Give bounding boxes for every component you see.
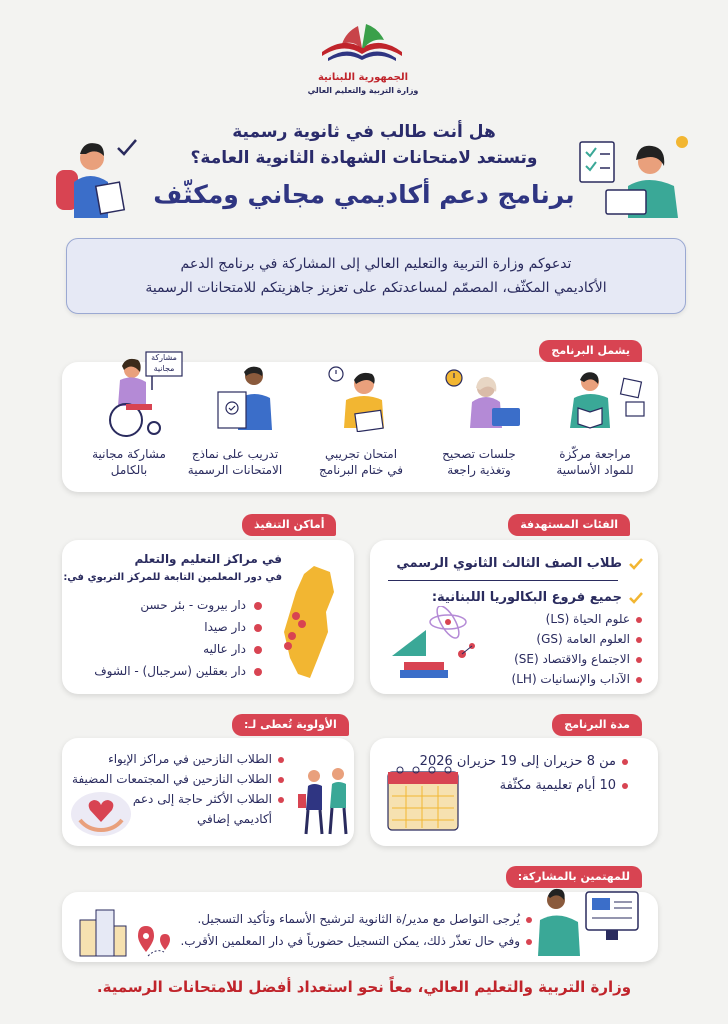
duration-dates: من 8 حزيران إلى 19 حزيران 2026 [420, 754, 628, 769]
target-item-1: طلاب الصف الثالث الثانوي الرسمي [396, 556, 644, 571]
reading-student-icon [550, 368, 650, 430]
include-item-2: جلسات تصحيح وتغذية راجعة [442, 447, 516, 477]
displaced-family-icon [296, 764, 356, 836]
participate-item-2: وفي حال تعذّر ذلك، يمكن التسجيل حضورياً في دار المعلمين الأقرب. [180, 934, 532, 948]
priority-item-3: الطلاب الأكثر حاجة إلى دعم [133, 792, 284, 806]
ministry-logo-icon [314, 18, 410, 66]
student-with-backpack-icon [50, 130, 142, 222]
intro-box [66, 238, 686, 314]
include-item-3: امتحان تجريبي في ختام البرنامج [319, 447, 403, 477]
man-computer-icon [534, 878, 646, 958]
science-tools-icon [386, 606, 476, 686]
target-tag: الفئات المستهدفة [508, 514, 630, 536]
target-divider [388, 580, 618, 581]
branch-se: الاجتماع والاقتصاد (SE) [514, 652, 642, 666]
student-with-laptop-icon [578, 130, 690, 222]
locations-title: في مراكز التعليم والتعلم [134, 552, 282, 566]
branch-gs: العلوم العامة (GS) [536, 632, 642, 646]
duration-days: 10 أيام تعليمية مكثّفة [500, 778, 628, 793]
include-item-4: تدريب على نماذج الامتحانات الرسمية [187, 447, 283, 477]
include-item-1: مراجعة مركّزة للمواد الأساسية [556, 447, 634, 477]
intro-line-2: الأكاديمي المكثّف، المصمّم لمساعدتكم على تعزيز جاهزيتكم للامتحانات الرسمية [145, 280, 607, 296]
priority-item-2: الطلاب النازحين في المجتمعات المضيفة [72, 772, 284, 786]
check-icon [628, 557, 644, 571]
republic-name: الجمهورية اللبنانية [317, 72, 409, 83]
location-baakline: دار بعقلين (سرجبال) - الشوف [94, 664, 262, 678]
girl-laptop-icon [438, 368, 528, 430]
heart-hands-icon [70, 790, 132, 838]
participate-tag: للمهتمين بالمشاركة: [506, 866, 642, 888]
question-line-1: هل أنت طالب في ثانوية رسمية [232, 122, 496, 142]
check-icon [628, 591, 644, 605]
program-headline: برنامج دعم أكاديمي مجاني ومكثّف [153, 180, 575, 209]
intro-line-1: تدعوكم وزارة التربية والتعليم العالي إلى المشاركة في برنامج الدعم [180, 256, 572, 272]
priority-item-1: الطلاب النازحين في مراكز الإيواء [108, 752, 284, 766]
free-participation-sign: مشاركة مجانية [151, 353, 177, 373]
location-beirut: دار بيروت - بئر حسن [140, 598, 262, 612]
include-item-5: مشاركة مجانية بالكامل [92, 447, 166, 477]
question-line-2: وتستعد لامتحانات الشهادة الثانوية العامة؟ [190, 148, 538, 168]
includes-tag: يشمل البرنامج [539, 340, 642, 362]
participate-item-1: يُرجى التواصل مع مدير/ة الثانوية لترشيح الأسماء وتأكيد التسجيل. [197, 912, 532, 926]
locations-subtitle: في دور المعلمين التابعة للمركز التربوي في: [63, 572, 282, 583]
location-aley: دار عاليه [203, 642, 262, 656]
calendar-icon [384, 764, 468, 836]
duration-tag: مدة البرنامج [552, 714, 642, 736]
exam-student-icon [326, 366, 396, 432]
location-saida: دار صيدا [204, 620, 262, 634]
practice-test-icon [214, 362, 280, 432]
priority-tag: الأولوية تُعطى لـ: [232, 714, 349, 736]
lebanon-map-icon [270, 562, 340, 682]
branch-lh: الآداب والإنسانيات (LH) [512, 672, 642, 686]
target-item-2: جميع فروع البكالوريا اللبنانية: [432, 590, 644, 605]
city-location-icon [76, 906, 176, 958]
locations-tag: أماكن التنفيذ [242, 514, 336, 536]
branch-ls: علوم الحياة (LS) [546, 612, 642, 626]
ministry-name: وزارة التربية والتعليم العالي [307, 86, 419, 95]
footer-slogan: وزارة التربية والتعليم العالي، معاً نحو استعداد أفضل للامتحانات الرسمية. [96, 978, 632, 996]
priority-item-3-cont: أكاديمي إضافي [196, 812, 272, 826]
